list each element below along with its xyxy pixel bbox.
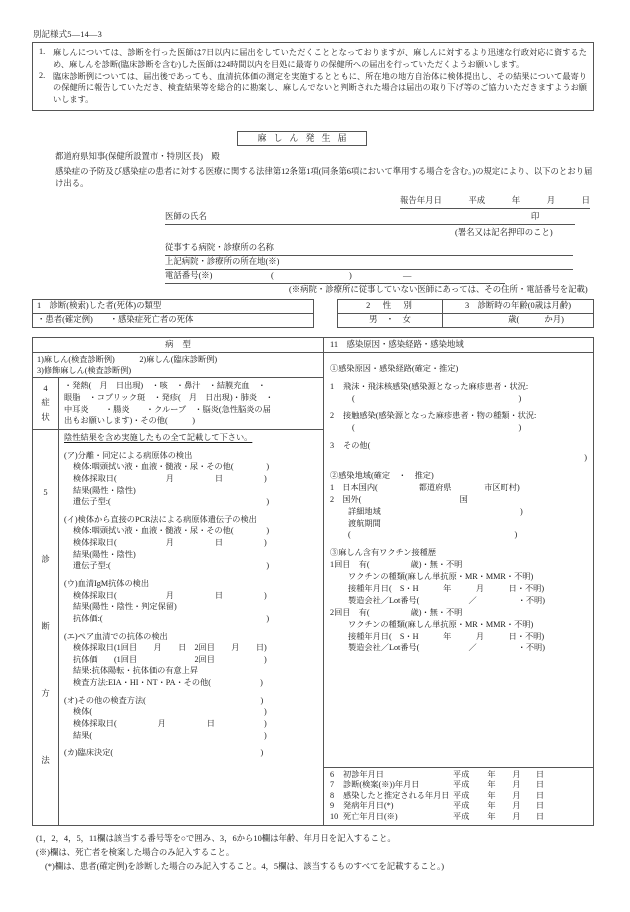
date-row-number: 9 bbox=[330, 801, 335, 810]
vaccine-dose-head: 1回目 有( 歳)・無・不明 bbox=[330, 560, 463, 570]
hospital-name-label: 従事する病院・診療所の名称 bbox=[165, 243, 283, 256]
diagnosis-group bbox=[64, 695, 319, 742]
tel-paren-close: ) bbox=[349, 271, 357, 284]
notice-item bbox=[39, 71, 587, 106]
tel-dash: — bbox=[403, 271, 415, 284]
diagnosis-label-char-1: 診 bbox=[41, 555, 50, 565]
diagnosis-group bbox=[64, 747, 319, 759]
infection-info-body[interactable] bbox=[324, 353, 593, 767]
infection-area-travel-value: ( ) bbox=[348, 530, 518, 540]
date-row-year: 年 bbox=[487, 769, 496, 779]
sex-value[interactable]: 男 ・ 女 bbox=[338, 313, 443, 327]
notice-number: 1. bbox=[39, 47, 46, 56]
diagnosis-group-line: 検体:咽頭拭い液・血液・髄液・尿・その他( ) bbox=[73, 526, 270, 536]
diagnosis-group-line: 結果(陽性・陰性) bbox=[73, 549, 136, 559]
diagnosis-group bbox=[64, 514, 319, 572]
notice-item bbox=[39, 47, 587, 70]
infection-area-title: ②感染地域(確定 ・ 推定) bbox=[330, 470, 434, 480]
law-reference-text: 感染症の予防及び感染症の患者に対する医療に関する法律第12条第1項(同条第6項において準用する場合を含む。)の規定により、以下のとおり届け出る。 bbox=[55, 167, 593, 189]
date-fields-table bbox=[324, 767, 593, 826]
date-row-label: 死亡年月日(※) bbox=[343, 811, 398, 821]
infection-cause-blank: ( ) bbox=[352, 423, 522, 433]
tel-paren-open: ( bbox=[271, 271, 279, 284]
symptoms-label-char-0: 4 bbox=[43, 383, 48, 393]
report-date-year: 年 bbox=[511, 196, 521, 205]
date-row-label: 発病年月日(*) bbox=[343, 801, 394, 810]
disease-type-line-2: 3)修飾麻しん(検査診断例) bbox=[37, 366, 132, 376]
diagnosis-method-label bbox=[33, 430, 59, 825]
date-row-month: 月 bbox=[512, 811, 521, 821]
report-date-day: 日 bbox=[581, 196, 590, 205]
date-row[interactable] bbox=[330, 770, 587, 781]
date-row-era: 平成 bbox=[453, 811, 470, 821]
symptoms-label bbox=[33, 378, 59, 429]
date-row-month: 月 bbox=[512, 790, 521, 800]
date-row-number: 10 bbox=[330, 811, 339, 821]
case-type-table bbox=[32, 299, 314, 328]
infection-cause-number: 1 bbox=[330, 381, 335, 391]
symptoms-label-char-1: 症 bbox=[41, 398, 50, 408]
addressee-line: 都道府県知事(保健所設置市・特別区長) 殿 bbox=[55, 152, 220, 161]
symptoms-row bbox=[33, 378, 323, 430]
infection-cause-title: ①感染原因・感染経路(確定・推定) bbox=[330, 363, 459, 373]
age-value[interactable]: 歳( か月) bbox=[443, 313, 594, 327]
age-header: 3 診断時の年齢(0歳は月齢) bbox=[443, 300, 594, 314]
case-type-header: 1 診断(検索)した者(死体)の類型 bbox=[33, 300, 314, 314]
page-title: 麻しん発生届 bbox=[237, 131, 367, 146]
date-row-day: 日 bbox=[535, 790, 545, 800]
infection-area-block[interactable] bbox=[330, 470, 587, 541]
date-row-year: 年 bbox=[487, 780, 496, 789]
diagnosis-group-line: 結果( ) bbox=[73, 730, 267, 740]
diagnosis-group-line: 検体採取日( 月 日 ) bbox=[73, 719, 267, 729]
diagnosis-group-title: (カ)臨床決定( ) bbox=[64, 748, 264, 758]
date-row-era: 平成 bbox=[453, 769, 470, 779]
date-row[interactable] bbox=[330, 791, 587, 802]
notice-number: 2. bbox=[39, 70, 46, 80]
footer-note-line: (*)欄は、患者(確定例)を診断した場合のみ記入すること。4，5欄は、該当するものすべてを記載すること。) bbox=[45, 861, 445, 871]
hospital-address-label: 上記病院・診療所の所在地(※) bbox=[165, 257, 300, 270]
infection-cause-text: その他( bbox=[343, 441, 371, 451]
main-form-table bbox=[32, 337, 594, 826]
date-row-day: 日 bbox=[535, 769, 545, 779]
left-column bbox=[33, 338, 324, 825]
date-row-number: 8 bbox=[330, 790, 335, 800]
date-row[interactable] bbox=[330, 812, 587, 823]
vaccine-dose-type: ワクチンの種類(麻しん単抗原・MR・MMR・不明) bbox=[348, 619, 534, 629]
disease-type-header: 病型 bbox=[33, 338, 323, 353]
date-row[interactable] bbox=[330, 801, 587, 812]
infection-area-detail: 詳細地域 ) bbox=[348, 506, 523, 516]
date-row-label: 初診年月日 bbox=[343, 769, 384, 779]
date-row-number: 6 bbox=[330, 769, 335, 779]
notice-text: 臨床診断例については、届出後であっても、血清抗体価の測定を実施するとともに、所在地の地方自治体に検体提出し、その結果について最寄りの保健所に報告していただき、検査結果等を総合的に勘案し、麻しんでないと判断された場合は届出の取り下げ等のご協力いただきますようお願いします。 bbox=[53, 71, 587, 105]
diagnosis-label-char-4: 法 bbox=[41, 756, 50, 766]
date-row-year: 年 bbox=[487, 811, 496, 821]
vaccine-dose-lot: 製造会社／Lot番号( ／ ・不明) bbox=[348, 595, 545, 605]
diagnosis-group-line: 検査方法:EIA・HI・NT・PA・その他( ) bbox=[73, 678, 263, 688]
infection-info-header: 11 感染原因・感染経路・感染地域 bbox=[324, 338, 593, 353]
table-row bbox=[33, 300, 314, 314]
diagnosis-method-body[interactable] bbox=[59, 430, 323, 825]
diagnosis-group-line: 検体採取日( 月 日 ) bbox=[73, 590, 267, 600]
date-row-number: 7 bbox=[330, 780, 335, 789]
date-row[interactable] bbox=[330, 780, 587, 791]
date-row-era: 平成 bbox=[453, 790, 470, 800]
telephone-note: (※病院・診療所に従事していない医師にあっては、その住所・電話番号を記載) bbox=[289, 285, 588, 294]
report-date-era: 平成 bbox=[468, 196, 486, 205]
infection-cause-item[interactable] bbox=[330, 410, 587, 434]
seal-note: (署名又は記名押印のこと) bbox=[455, 228, 553, 237]
symptoms-label-char-2: 状 bbox=[41, 412, 50, 422]
date-row-day: 日 bbox=[535, 780, 545, 789]
diagnosis-group-line: 遺伝子型:( ) bbox=[73, 561, 270, 571]
vaccine-dose-date: 接種年月日( S・H 年 月 日・不明) bbox=[348, 584, 545, 593]
diagnosis-lead-note: 陰性結果を含め実施したもの全て記載して下さい。 bbox=[64, 432, 253, 442]
diagnosis-group-line: 結果(陽性・陰性・判定保留) bbox=[73, 602, 177, 612]
hospital-address-field[interactable] bbox=[165, 257, 595, 270]
table-row bbox=[338, 300, 594, 314]
diagnosis-group-line: 検体採取日( 月 日 ) bbox=[73, 538, 267, 548]
sex-header: 2 性 別 bbox=[338, 300, 443, 314]
date-row-day: 日 bbox=[535, 811, 545, 821]
diagnosis-group bbox=[64, 450, 319, 508]
table-row bbox=[338, 313, 594, 327]
infection-area-travel-label: 渡航期間 bbox=[348, 518, 381, 528]
infection-cause-blank: ) bbox=[404, 453, 587, 463]
vaccine-dose-type: ワクチンの種類(麻しん単抗原・MR・MMR・不明) bbox=[348, 572, 534, 582]
vaccination-history-title: ③麻しん含有ワクチン接種歴 bbox=[330, 548, 437, 558]
diagnosis-group bbox=[64, 631, 319, 689]
diagnosis-group-line: 検体( ) bbox=[73, 707, 267, 717]
sex-age-table bbox=[337, 299, 594, 328]
date-row-label: 感染したと推定される年月日 bbox=[343, 790, 450, 800]
doctor-name-label: 医師の氏名 bbox=[165, 212, 225, 225]
vaccine-dose-head: 2回目 有( 歳)・無・不明 bbox=[330, 607, 463, 617]
diagnosis-group-line: 抗体価 (1回目 2回目 ) bbox=[73, 654, 267, 664]
diagnosis-label-char-2: 断 bbox=[41, 622, 50, 632]
infection-cause-number: 3 bbox=[330, 441, 335, 451]
vaccination-history-block[interactable] bbox=[330, 547, 587, 654]
disease-type-line-1: 1)麻しん(検査診断例) 2)麻しん(臨床診断例) bbox=[37, 354, 218, 364]
date-row-label: 診断(検案(※))年月日 bbox=[343, 780, 420, 789]
telephone-label: 電話番号(※) bbox=[165, 271, 231, 284]
footer-note-line: (1，2，4，5，11欄は該当する番号等を○で囲み、3，6から10欄は年齢、年月日を記入すること。 bbox=[36, 834, 396, 843]
telephone-field[interactable] bbox=[165, 271, 595, 284]
diagnosis-group-line: 結果(陽性・陰性) bbox=[73, 485, 136, 495]
right-column bbox=[324, 338, 593, 825]
diagnosis-group-line: 検体採取日(1回目 月 日 2回目 月 日) bbox=[73, 643, 267, 653]
notice-text: 麻しんについては、診断を行った医師は7日以内に届出をしていただくこととなっておりますが、麻しんに対するより迅速な行政対応に資するため、麻しんを診断(臨床診断を含む)した医師は24時間以内を目処に最寄りの保健所への届出を行っていただくようお願いします。 bbox=[53, 48, 587, 69]
disease-type-options[interactable] bbox=[33, 353, 323, 379]
date-row-era: 平成 bbox=[453, 780, 470, 789]
report-date-label: 報告年月日 bbox=[400, 196, 442, 205]
infection-cause-text: 飛沫・飛沫核感染(感染源となった麻疹患者・状況: bbox=[343, 381, 529, 391]
diagnosis-group-line: 検体採取日( 月 日 ) bbox=[73, 473, 267, 483]
diagnosis-group-title: (イ)検体から直接のPCR法による病原体遺伝子の検出 bbox=[64, 514, 257, 524]
infection-cause-blank: ( ) bbox=[352, 393, 522, 403]
diagnosis-group-title: (ウ)血清IgM抗体の検出 bbox=[64, 578, 150, 588]
symptoms-body[interactable] bbox=[59, 378, 323, 429]
date-row-month: 月 bbox=[512, 780, 521, 789]
diagnosis-group-line: 結果:抗体陽転・抗体価の有意上昇 bbox=[73, 666, 199, 676]
doctor-name-field[interactable] bbox=[165, 212, 595, 225]
infection-area-overseas: 2 国外( 国 bbox=[330, 494, 468, 504]
report-date-field[interactable] bbox=[400, 196, 590, 209]
vaccine-dose-lot: 製造会社／Lot番号( ／ ・不明) bbox=[348, 643, 545, 653]
form-number: 別記様式5—14—3 bbox=[33, 30, 102, 39]
infection-cause-item[interactable] bbox=[330, 440, 587, 464]
date-row-month: 月 bbox=[512, 801, 521, 810]
date-row-month: 月 bbox=[512, 769, 521, 779]
footer-note-line: (※)欄は、死亡者を検案した場合のみ記入すること。 bbox=[36, 847, 235, 857]
infection-area-domestic: 1 日本国内( 都道府県 市区町村) bbox=[330, 482, 520, 492]
notice-box bbox=[32, 42, 594, 111]
footer-notes bbox=[36, 832, 606, 874]
seal-mark: 印 bbox=[525, 212, 545, 225]
symptom-line: 出もお願いします)・その他( ) bbox=[64, 416, 195, 426]
diagnosis-group-line: 検体:咽頭拭い液・血液・髄液・尿・その他( ) bbox=[73, 462, 270, 472]
infection-cause-item[interactable] bbox=[330, 381, 587, 405]
diagnosis-group-title: (エ)ペア血清での抗体の検出 bbox=[64, 631, 168, 641]
diagnosis-group-line: 遺伝子型:( ) bbox=[73, 497, 270, 507]
infection-cause-text: 接触感染(感染源となった麻疹患者・物の種類・状況: bbox=[343, 411, 537, 421]
vaccine-dose-date: 接種年月日( S・H 年 月 日・不明) bbox=[348, 631, 545, 641]
symptom-line: 中耳炎 ・腸炎 ・クループ ・脳炎(急性脳炎の届 bbox=[64, 404, 271, 414]
report-date-month: 月 bbox=[546, 196, 556, 205]
date-row-year: 年 bbox=[487, 790, 496, 800]
symptom-line: ・発熱( 月 日出現) ・咳 ・鼻汁 ・結膜充血 ・ bbox=[64, 381, 266, 391]
diagnosis-group bbox=[64, 578, 319, 625]
diagnosis-group-title: (ア)分離・同定による病原体の検出 bbox=[64, 450, 193, 460]
date-row-era: 平成 bbox=[453, 801, 470, 810]
symptom-line: 眼脂 ・コプリック斑 ・発疹( 月 日出現)・肺炎 ・ bbox=[64, 393, 274, 403]
case-type-value[interactable]: ・患者(確定例) ・感染症死亡者の死体 bbox=[33, 314, 314, 328]
date-row-year: 年 bbox=[487, 801, 496, 810]
date-row-day: 日 bbox=[535, 801, 545, 810]
diagnosis-method-row bbox=[33, 430, 323, 825]
diagnosis-label-char-0: 5 bbox=[43, 488, 48, 498]
hospital-name-field[interactable] bbox=[165, 243, 595, 256]
diagnosis-label-char-3: 方 bbox=[41, 689, 50, 699]
diagnosis-group-line: 抗体価:( ) bbox=[73, 613, 270, 623]
diagnosis-group-title: (オ)その他の検査方法( ) bbox=[64, 695, 264, 705]
infection-cause-number: 2 bbox=[330, 411, 335, 421]
table-row bbox=[33, 314, 314, 328]
